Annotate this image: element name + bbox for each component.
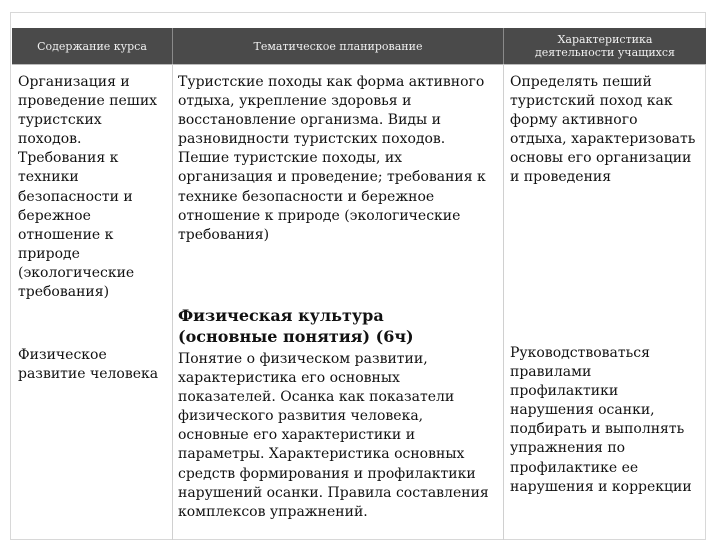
row2-student-activity: Руководствоваться правилами профилактики нарушения осанки, подбирать и выполнять упражнения по профилактике ее нарушения и коррекции [510,345,692,495]
header-student-activity: Характеристика деятельности учащихся [535,33,675,59]
header-bottom-border [12,64,706,65]
header-course-content: Содержание курса [37,39,147,53]
row2-course-content: Физическое развитие человека [18,347,159,383]
header-thematic-planning: Тематическое планирование [253,39,423,53]
row2-thematic-planning: Понятие о физическом развитии, характеристика его основных показателей. Осанка как показатели физического развития человека, основные его характеристики и параметры. Характеристика основных средств формирования и профилактики нарушений осанки. Правила составления комплексов упражнений. [178,351,489,520]
section-title: Физическая культура (основные понятия) (6ч) [178,306,414,346]
row1-student-activity: Определять пеший туристский поход как форму активного отдыха, характеризовать основы его организации и проведения [510,74,696,186]
column-divider [503,64,504,540]
table-header-row [12,28,706,64]
column-divider [172,64,173,540]
row1-course-content: Организация и проведение пеших туристских походов. Требования к техники безопасности и бережное отношение к природе (экологические требования) [18,74,158,301]
row1-thematic-planning: Туристские походы как форма активного отдыха, укрепление здоровья и восстановление организма. Виды и разновидности туристских походов. Пешие туристские походы, их организация и проведение; требования к технике безопасности и бережное отношение к природе (экологические требования) [178,74,486,243]
